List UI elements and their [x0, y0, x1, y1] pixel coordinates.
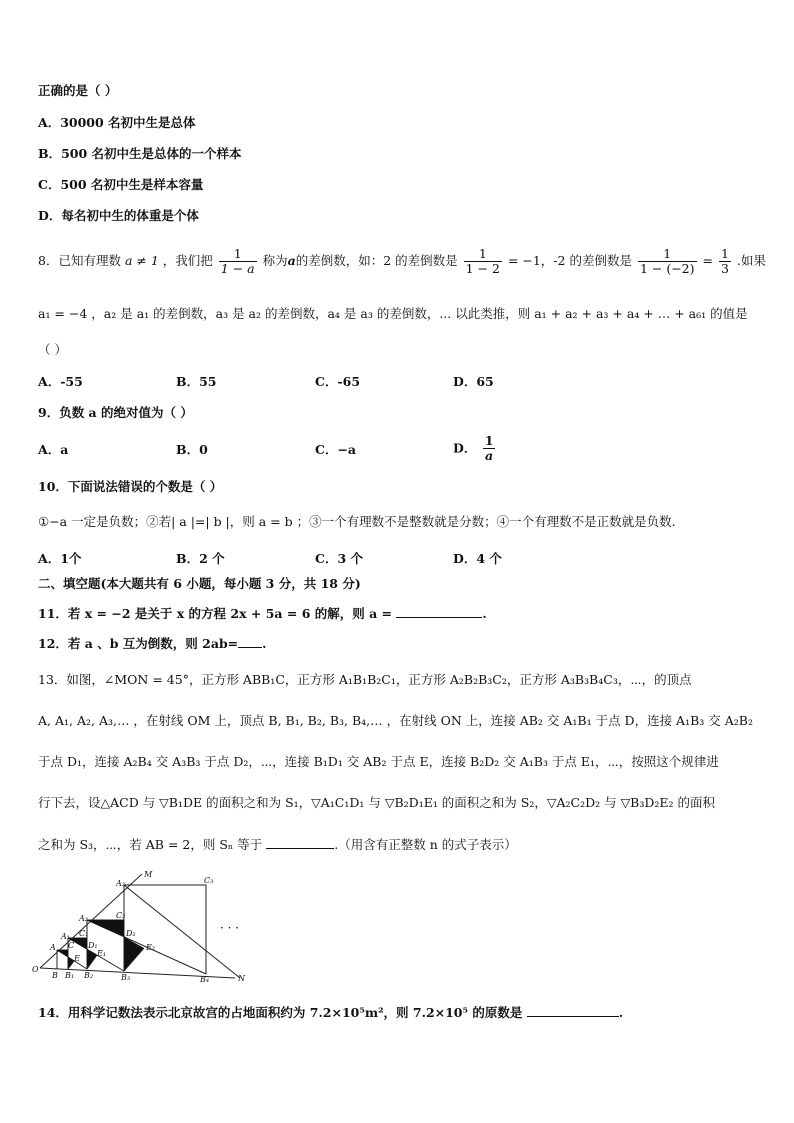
q8-stem-line2: a₁ = −4 ，a₂ 是 a₁ 的差倒数，a₃ 是 a₂ 的差倒数，a₄ 是 a₃ 的差倒数，... 以此类推，则 a₁ + a₂ + a₃ + a₄ + … + a₆₁ 的值是: [38, 306, 748, 321]
q8-text-1: 8．已知有理数: [38, 253, 121, 268]
label-o: O: [32, 965, 39, 974]
q8-fraction-result: [719, 247, 731, 276]
q10-option-d[interactable]: D．4 个: [453, 551, 502, 566]
label-e1: E₁: [97, 949, 107, 958]
label-a2: A₂: [79, 914, 88, 923]
q8-stem-line1: [38, 246, 766, 276]
q12: [38, 635, 267, 652]
shaded-triangle-b2d1e1: [87, 949, 97, 969]
q9-option-c[interactable]: C．−a: [315, 442, 357, 457]
fraction-denominator: 1 − 2: [465, 261, 500, 276]
square-a3b3b4c3: [124, 885, 206, 974]
q8-condition: a ≠ 1: [124, 253, 159, 268]
label-e: E: [74, 954, 80, 963]
q13-text-5a: 之和为 S₃，⋯，若 AB = 2，则 Sₙ 等于: [38, 837, 263, 852]
q11-end: .: [482, 606, 487, 621]
q9-stem: 9．负数 a 的绝对值为（ ）: [38, 405, 193, 420]
fraction-numerator: 1: [638, 247, 697, 262]
q13-line4: 行下去，设△ACD 与 ▽B₁DE 的面积之和为 S₁，▽A₁C₁D₁ 与 ▽B₂D₁E₁ 的面积之和为 S₂，▽A₂C₂D₂ 与 ▽B₃D₂E₂ 的面积: [38, 795, 716, 810]
q8-option-a[interactable]: A．-55: [38, 374, 83, 389]
label-b4: B₄: [200, 975, 210, 984]
fraction-denominator: 1 − (−2): [639, 261, 695, 276]
q10-option-b[interactable]: B．2 个: [176, 551, 225, 566]
q8-option-b[interactable]: B．55: [176, 374, 217, 389]
q14-answer-blank[interactable]: [527, 1004, 619, 1017]
label-c: C: [68, 941, 75, 950]
label-b3: B₃: [121, 973, 131, 982]
q7-option-b[interactable]: B．500 名初中生是总体的一个样本: [38, 146, 242, 161]
q13-line5: [38, 836, 517, 853]
label-c3: C₃: [204, 876, 214, 885]
fraction-denominator: 1 − a: [220, 261, 255, 276]
q11-text: 11．若 x = −2 是关于 x 的方程 2x + 5a = 6 的解，则 a =: [38, 606, 393, 621]
label-b1: B₁: [65, 971, 75, 980]
q13-line1: 13．如图，∠MON = 45°，正方形 ABB₁C，正方形 A₁B₁B₂C₁，正方形 A₂B₂B₃C₂，正方形 A₃B₃B₄C₃，⋯，的顶点: [38, 672, 692, 687]
q12-end: .: [262, 636, 267, 651]
q8-text-2: ，我们把: [162, 253, 213, 268]
label-a: A: [50, 943, 56, 952]
q13-line2: A, A₁, A₂, A₃,… ，在射线 OM 上，顶点 B, B₁, B₂, B₃, B₄,… ，在射线 ON 上，连接 AB₂ 交 A₁B₁ 于点 D，连接 A₁B₃ 交 A₂B₂: [38, 713, 753, 728]
q12-text: 12．若 a 、b 互为倒数，则 2ab=: [38, 636, 239, 651]
q10-statements: ①−a 一定是负数；②若| a |=| b |，则 a = b ；③一个有理数不是整数就是分数；④一个有理数不是正数就是负数.: [38, 514, 676, 529]
q8-text-6: .如果: [736, 253, 766, 268]
q11-answer-blank[interactable]: [396, 605, 482, 618]
q8-var-a: a: [287, 253, 296, 268]
label-d2: D₂: [126, 929, 136, 938]
q10-stem: 10．下面说法错误的个数是（ ）: [38, 479, 223, 494]
q14-end: .: [618, 1005, 624, 1020]
label-a1: A₁: [61, 932, 70, 941]
q13-figure: [30, 868, 260, 986]
section-fill-in-heading: 二、填空题(本大题共有 6 小题，每小题 3 分，共 18 分): [38, 576, 361, 591]
q13-answer-blank[interactable]: [266, 836, 334, 849]
q8-fraction-definition: [219, 247, 257, 276]
label-m: M: [144, 870, 153, 879]
figure-ellipsis: · · ·: [220, 921, 240, 935]
q9-option-b[interactable]: B．0: [176, 442, 208, 457]
shaded-triangle-b3d2e2: [124, 937, 144, 971]
q8-fraction-example1: [464, 247, 502, 276]
fraction-numerator: 1: [464, 247, 502, 262]
q9-option-d-label: D．: [453, 440, 477, 456]
label-c2: C₂: [116, 911, 126, 920]
q11: [38, 605, 487, 622]
q14: [38, 1004, 623, 1021]
q8-text-3: 称为: [262, 253, 288, 268]
q9-option-d-fraction: [483, 434, 496, 463]
q8-text-3c: 的差倒数，如：2 的差倒数是: [295, 253, 458, 268]
q8-text-4: = −1，-2 的差倒数是: [507, 253, 632, 268]
label-d1: D₁: [88, 941, 98, 950]
label-b2: B₂: [84, 971, 94, 980]
q8-option-c[interactable]: C．-65: [315, 374, 361, 389]
q7-option-c[interactable]: C．500 名初中生是样本容量: [38, 177, 204, 192]
q7-option-d[interactable]: D．每名初中生的体重是个体: [38, 208, 199, 223]
q8-paren: （ ）: [38, 342, 67, 357]
label-e2: E₂: [146, 943, 156, 952]
q12-answer-blank[interactable]: [238, 635, 262, 648]
q7-option-a[interactable]: A．30000 名初中生是总体: [38, 115, 196, 130]
q8-option-d[interactable]: D．65: [453, 374, 494, 389]
fraction-numerator: 1: [219, 247, 257, 262]
q10-option-c[interactable]: C．3 个: [315, 551, 363, 566]
q13-text-5b: .（用含有正整数 n 的式子表示）: [334, 837, 517, 852]
q8-text-5: =: [702, 253, 713, 268]
fraction-numerator: 1: [720, 246, 729, 261]
q8-fraction-example2: [638, 247, 697, 276]
q10-option-a[interactable]: A．1个: [38, 551, 82, 566]
fraction-numerator: 1: [484, 433, 494, 448]
q13-line3: 于点 D₁，连接 A₂B₄ 交 A₃B₃ 于点 D₂，⋯，连接 B₁D₁ 交 AB₂ 于点 E，连接 B₂D₂ 交 A₁B₃ 于点 E₁，⋯，按照这个规律进: [38, 754, 719, 769]
label-c1: C₁: [79, 929, 89, 938]
label-n: N: [238, 974, 245, 983]
label-a3: A₃: [116, 879, 125, 888]
q9-option-a[interactable]: A．a: [38, 442, 69, 457]
fraction-denominator: a: [485, 448, 494, 463]
q9-option-d[interactable]: [453, 434, 497, 463]
fraction-denominator: 3: [720, 261, 729, 276]
q14-text: 14．用科学记数法表示北京故宫的占地面积约为 7.2×10⁵m²，则 7.2×10⁵ 的原数是: [38, 1005, 523, 1020]
q7-stem: 正确的是（ ）: [38, 83, 118, 98]
label-b: B: [52, 971, 58, 980]
